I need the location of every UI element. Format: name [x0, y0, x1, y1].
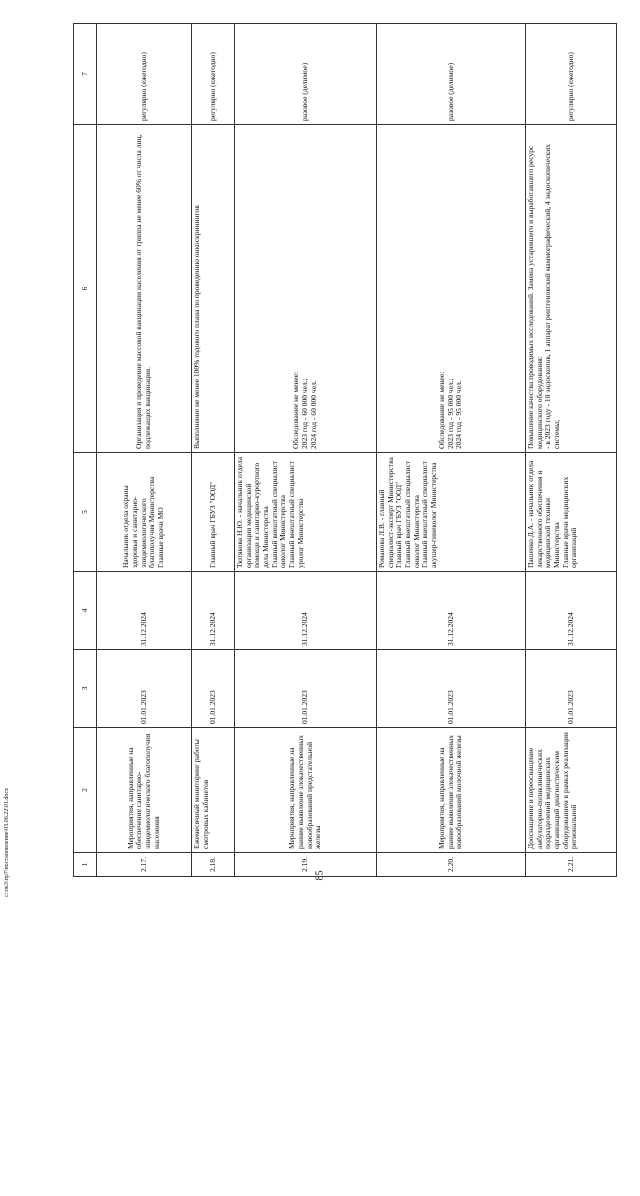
- measure-cell: Ежемесячный мониторинг работы смотровых кабинетов: [192, 728, 235, 853]
- result-cell: Выполнение не менее 100% годового плана по проведению онкоскринингов: [192, 125, 235, 453]
- start-date-cell: 01.01.2023: [377, 650, 526, 728]
- row-number: 2.18.: [192, 853, 235, 877]
- result-cell: Обследование не менее: 2023 год - 95 000 чел.; 2024 год - 95 000 чел.: [377, 125, 526, 453]
- frequency-cell: разовое (делимое): [377, 24, 526, 125]
- responsible-cell: Романова Л.В. - главный специалист-эксперт Министерства Главный врач ГБУЗ "ООД" Главный внештатный специалист онколог Министерства Главный внештатный специалист акушер-гинеколог Министерства: [377, 453, 526, 572]
- end-date-cell: 31.12.2024: [192, 572, 235, 650]
- frequency-cell: разовое (делимое): [235, 24, 377, 125]
- column-header: 5: [74, 453, 97, 572]
- column-header: 6: [74, 125, 97, 453]
- measure-cell: Мероприятия, направленные на обеспечение санитарно-эпидемиологического благополучия населения: [97, 728, 192, 853]
- end-date-cell: 31.12.2024: [97, 572, 192, 650]
- end-date-cell: 31.12.2024: [377, 572, 526, 650]
- frequency-cell: регулярно (ежегодно): [97, 24, 192, 125]
- table-row: [192, 24, 235, 877]
- start-date-cell: 01.01.2023: [192, 650, 235, 728]
- frequency-cell: регулярно (ежегодно): [192, 24, 235, 125]
- table-row: [526, 24, 617, 877]
- column-header: 3: [74, 650, 97, 728]
- row-number: 2.20.: [377, 853, 526, 877]
- row-number: 2.19.: [235, 853, 377, 877]
- responsible-cell: Главный врач ГБУЗ "ООД": [192, 453, 235, 572]
- start-date-cell: 01.01.2023: [526, 650, 617, 728]
- frequency-cell: регулярно (ежегодно): [526, 24, 617, 125]
- responsible-cell: Начальник отдела охраны здоровья и санитарно-эпидемиологического благополучия Министерства Главные врачи МО: [97, 453, 192, 572]
- header-row: [74, 24, 97, 877]
- start-date-cell: 01.01.2023: [97, 650, 192, 728]
- measure-cell: Дооснащение и переоснащение амбулаторно-поликлинических подразделений медицинских организаций диагностическим оборудованием в рамках реализации региональной: [526, 728, 617, 853]
- table-row: [235, 24, 377, 877]
- footer-file-path: c:\ок3\пр7\постановление\03.06.22\01.docx: [4, 787, 10, 897]
- start-date-cell: 01.01.2023: [235, 650, 377, 728]
- end-date-cell: 31.12.2024: [526, 572, 617, 650]
- end-date-cell: 31.12.2024: [235, 572, 377, 650]
- measure-cell: Мероприятия, направленные на раннее выявление злокачественных новообразований молочной железы: [377, 728, 526, 853]
- responsible-cell: Пашенко Д.А. - начальник отдела лекарственного обеспечения и медицинской техники Министерства Главные врачи медицинских организаций: [526, 453, 617, 572]
- measures-table-rotated: [73, 24, 613, 877]
- page-number: 85: [314, 870, 326, 881]
- row-number: 2.21.: [526, 853, 617, 877]
- table-row: [377, 24, 526, 877]
- row-number: 2.17.: [97, 853, 192, 877]
- result-cell: Обследование не менее: 2023 год - 60 000 чел.; 2024 год - 60 000 чел.: [235, 125, 377, 453]
- measure-cell: Мероприятия, направленные на раннее выявление злокачественных новообразований предстательной железы: [235, 728, 377, 853]
- result-cell: Повышение качества проводимых исследований. Замена устаревшего и выработавшего ресурс медицинского оборудования: - в 2023 году - 10 эндоскопов, 1 аппарат рентгеновский маммографический, 4 эндоскопических системы;: [526, 125, 617, 453]
- measures-table: [73, 23, 617, 877]
- result-cell: Организация и проведение массовой вакцинации населения от гриппа не менее 60% от числа лиц, подлежащих вакцинации.: [97, 125, 192, 453]
- column-header: 2: [74, 728, 97, 853]
- column-header: 4: [74, 572, 97, 650]
- table-row: [97, 24, 192, 877]
- column-header: 1: [74, 853, 97, 877]
- responsible-cell: Тютякова Н.Ю. - начальник отдела организации медицинской помощи и санитарно-курортного дела Министерства Главный внештатный специалист онколог Министерства Главный внештатный специалист уролог Министерства: [235, 453, 377, 572]
- column-header: 7: [74, 24, 97, 125]
